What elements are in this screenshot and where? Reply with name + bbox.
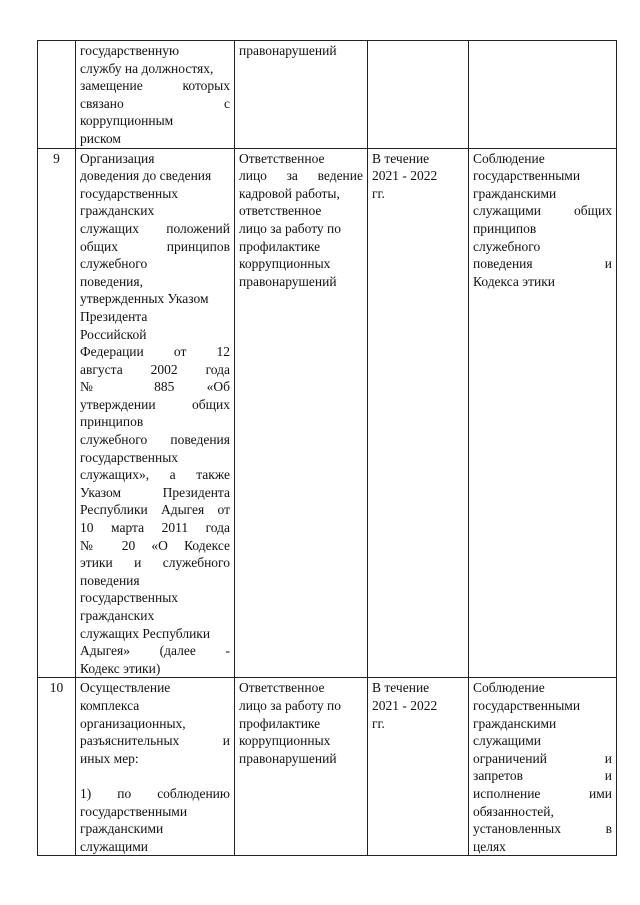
term-cell-line: 2021 - 2022 (372, 168, 438, 184)
measure-cell-line: коррупционным (80, 113, 174, 129)
measure-cell-line: риском (80, 130, 121, 146)
measure-cell (76, 678, 235, 856)
result-cell-line: государственными (473, 168, 581, 184)
measure-cell-line: Республики Адыгея от (80, 502, 230, 518)
responsible-cell-line: Ответственное (239, 680, 325, 696)
term-cell-line: В течение (372, 680, 430, 696)
measure-cell-line: государственную (80, 43, 180, 58)
measure-cell-line: организационных, (80, 715, 186, 731)
responsible-cell-line: лицо за ведение (239, 168, 363, 184)
measure-cell-line: доведения до сведения (80, 168, 212, 184)
measure-cell-line: 10 марта 2011 года (80, 520, 230, 536)
measure-cell-line: Президента (80, 308, 148, 324)
measure-cell-line: службу на должностях, (80, 60, 214, 76)
result-cell-line: Соблюдение (473, 150, 545, 166)
measure-cell-line: государственных (80, 590, 179, 606)
measure-cell-line: связано с (80, 95, 230, 111)
term-cell (368, 678, 469, 856)
result-cell-line: служащими общих (473, 203, 612, 219)
result-cell-line: гражданскими (473, 715, 557, 731)
measure-cell-line: Российской (80, 326, 147, 342)
measure-cell (76, 148, 235, 678)
responsible-cell (235, 678, 368, 856)
measure-cell-line: Организация (80, 150, 155, 166)
result-cell-line: исполнение ими (473, 785, 612, 801)
responsible-cell-line: лицо за работу по (239, 697, 342, 713)
result-cell-line: запретов и (473, 768, 612, 784)
measure-cell-line: Кодекс этики) (80, 660, 161, 676)
measure-cell-line: № 885 «Об (80, 379, 230, 395)
responsible-cell-line: коррупционных (239, 256, 331, 272)
measure-cell-line: № 20 «О Кодексе (80, 537, 230, 553)
measure-cell-line: Федерации от 12 (80, 344, 230, 360)
measures-table (37, 40, 617, 856)
measure-cell-line: служащих», а также (80, 467, 230, 483)
result-cell-line: служебного (473, 238, 541, 254)
result-cell-line: установленных в (473, 821, 612, 837)
measure-cell-line: этики и служебного (80, 555, 230, 571)
measure-cell-line: принципов (80, 414, 144, 430)
result-cell-line: обязанностей, (473, 803, 554, 819)
result-cell-line: поведения и (473, 256, 612, 272)
measure-cell-line: гражданских (80, 203, 155, 219)
result-cell (469, 41, 617, 149)
table-row (38, 678, 617, 856)
measure-cell-line: замещение которых (80, 78, 230, 94)
measure-cell-line: служебного поведения (80, 432, 230, 448)
result-cell-line: гражданскими (473, 185, 557, 201)
measure-cell-line: Адыгея» (далее - (80, 643, 230, 659)
responsible-cell-line: правонарушений (239, 43, 337, 58)
measure-cell-line: гражданских (80, 608, 155, 623)
measure-cell-line: поведения, (80, 273, 143, 289)
responsible-cell-line: лицо за работу по (239, 220, 342, 236)
result-cell (469, 148, 617, 678)
measure-cell-line: разъяснительных и (80, 733, 230, 749)
measure-cell-line: государственными (80, 803, 188, 819)
result-cell-line: Кодекса этики (473, 273, 556, 289)
measure-cell (76, 41, 235, 149)
result-cell-line: ограничений и (473, 750, 612, 766)
term-cell (368, 148, 469, 678)
responsible-cell (235, 148, 368, 678)
table-row (38, 41, 617, 149)
result-cell-line: принципов (473, 220, 537, 236)
measure-cell-line: поведения (80, 572, 140, 588)
result-cell-line: служащими (473, 733, 542, 749)
term-cell-line: гг. (372, 715, 385, 731)
responsible-cell-line: профилактике (239, 715, 321, 731)
measure-cell-line: служебного (80, 256, 148, 272)
measure-cell-line: 1) по соблюдению (80, 785, 230, 801)
measure-cell-line: гражданскими (80, 821, 164, 837)
measure-cell-line: утверждении общих (80, 396, 230, 412)
measure-cell-line (80, 767, 230, 785)
responsible-cell-line: правонарушений (239, 750, 337, 766)
result-cell-line: Соблюдение (473, 680, 545, 696)
row-number: 9 (38, 148, 76, 678)
responsible-cell-line: профилактике (239, 238, 321, 254)
term-cell (368, 41, 469, 149)
term-cell-line: В течение (372, 150, 430, 166)
measure-cell-line: государственных (80, 185, 179, 201)
result-cell (469, 678, 617, 856)
measure-cell-line: утвержденных Указом (80, 291, 209, 307)
responsible-cell-line: правонарушений (239, 273, 337, 289)
measure-cell-line: служащих положений (80, 220, 230, 236)
term-cell-line: 2021 - 2022 (372, 697, 438, 713)
responsible-cell-line: ответственное (239, 203, 322, 219)
result-cell-line: государственными (473, 697, 581, 713)
measure-cell-line: Осуществление (80, 680, 171, 696)
measure-cell-line: иных мер: (80, 750, 139, 766)
responsible-cell-line: кадровой работы, (239, 185, 340, 201)
measure-cell-line: служащих Республики (80, 625, 211, 641)
measure-cell-line: служащими (80, 838, 149, 854)
measure-cell-line: комплекса (80, 697, 140, 713)
table-row (38, 148, 617, 678)
responsible-cell (235, 41, 368, 149)
measure-cell-line: государственных (80, 449, 179, 465)
responsible-cell-line: Ответственное (239, 150, 325, 166)
row-number: 10 (38, 678, 76, 856)
row-number (38, 41, 76, 149)
measure-cell-line: Указом Президента (80, 484, 230, 500)
responsible-cell-line: коррупционных (239, 733, 331, 749)
term-cell-line: гг. (372, 185, 385, 201)
result-cell-line: целях (473, 838, 506, 854)
measure-cell-line: общих принципов (80, 238, 230, 254)
measure-cell-line: августа 2002 года (80, 361, 230, 377)
